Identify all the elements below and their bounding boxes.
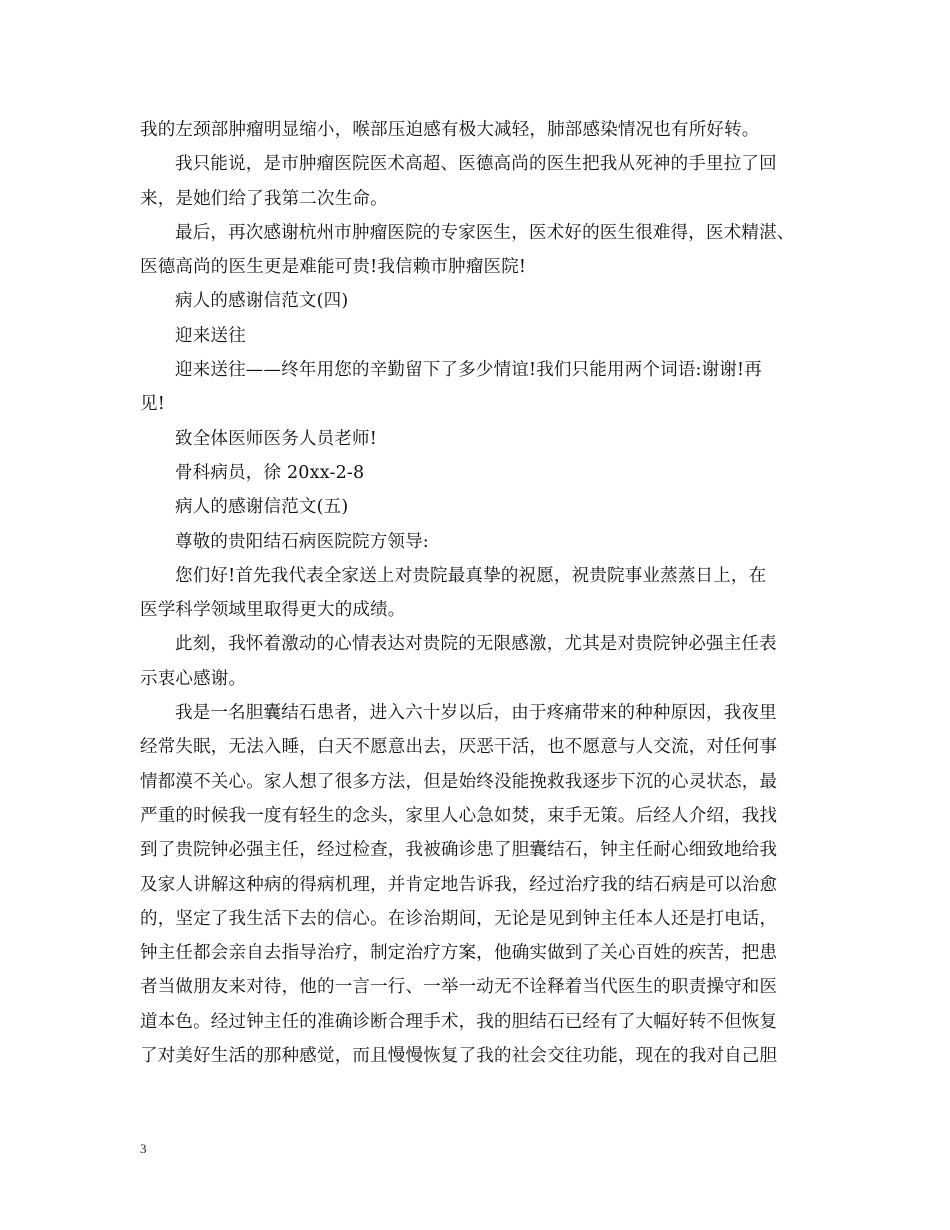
text-line: 者当做朋友来对待，他的一言一行、一举一动无不诠释着当代医生的职责操守和医 (140, 977, 778, 998)
text-line: 迎来送往——终年用您的辛勤留下了多少情谊!我们只能用两个词语:谢谢!再 (175, 360, 762, 381)
text-line: 致全体医师医务人员老师! (175, 428, 377, 449)
text-line: 及家人讲解这种病的得病机理，并肯定地告诉我，经过治疗我的结石病是可以治愈 (140, 874, 778, 895)
letter-title: 迎来送往 (175, 325, 246, 346)
page-number: 3 (140, 1141, 147, 1156)
text-line: 您们好!首先我代表全家送上对贵院最真挚的祝愿，祝贵院事业蒸蒸日上，在 (175, 565, 767, 586)
text-line: 到了贵院钟必强主任，经过检查，我被确诊患了胆囊结石，钟主任耐心细致地给我 (140, 840, 778, 861)
text-line: 了对美好生活的那种感觉，而且慢慢恢复了我的社会交往功能，现在的我对自己胆 (140, 1046, 778, 1067)
text-line: 我的左颈部肿瘤明显缩小，喉部压迫感有极大减轻，肺部感染情况也有所好转。 (140, 120, 760, 140)
text-line: 我只能说，是市肿瘤医院医术高超、医德高尚的医生把我从死神的手里拉了回 (175, 154, 777, 175)
text-line: 示衷心感谢。 (140, 668, 247, 689)
section-heading: 病人的感谢信范文(四) (175, 291, 349, 312)
text-line: 钟主任都会亲自去指导治疗，制定治疗方案，他确实做到了关心百姓的疾苦，把患 (140, 943, 778, 964)
text-line: 的，坚定了我生活下去的信心。在诊治期间，无论是见到钟主任本人还是打电话， (140, 908, 778, 929)
text-line: 情都漠不关心。家人想了很多方法，但是始终没能挽救我逐步下沉的心灵状态，最 (140, 771, 778, 792)
salutation: 尊敬的贵阳结石病医院院方领导: (175, 531, 429, 552)
signature-line: 骨科病员，徐 20xx-2-8 (175, 462, 365, 483)
section-heading: 病人的感谢信范文(五) (175, 497, 349, 518)
text-line: 最后，再次感谢杭州市肿瘤医院的专家医生，医术好的医生很难得，医术精湛、 (175, 222, 795, 243)
text-line: 见! (140, 394, 165, 415)
text-line: 经常失眠，无法入睡，白天不愿意出去，厌恶干活，也不愿意与人交流，对任何事 (140, 737, 778, 758)
text-line: 道本色。经过钟主任的准确诊断合理手术，我的胆结石已经有了大幅好转不但恢复 (140, 1011, 778, 1032)
text-line: 医学科学领域里取得更大的成绩。 (140, 600, 406, 621)
text-line: 严重的时候我一度有轻生的念头，家里人心急如焚，束手无策。后经人介绍，我找 (140, 805, 778, 826)
text-line: 此刻，我怀着激动的心情表达对贵院的无限感激，尤其是对贵院钟必强主任表 (175, 634, 777, 655)
text-line: 来，是她们给了我第二次生命。 (140, 188, 388, 209)
text-line: 医德高尚的医生更是难能可贵!我信赖市肿瘤医院! (140, 257, 527, 278)
text-line: 我是一名胆囊结石患者，进入六十岁以后，由于疼痛带来的种种原因，我夜里 (175, 703, 777, 724)
document-body (140, 113, 812, 1073)
